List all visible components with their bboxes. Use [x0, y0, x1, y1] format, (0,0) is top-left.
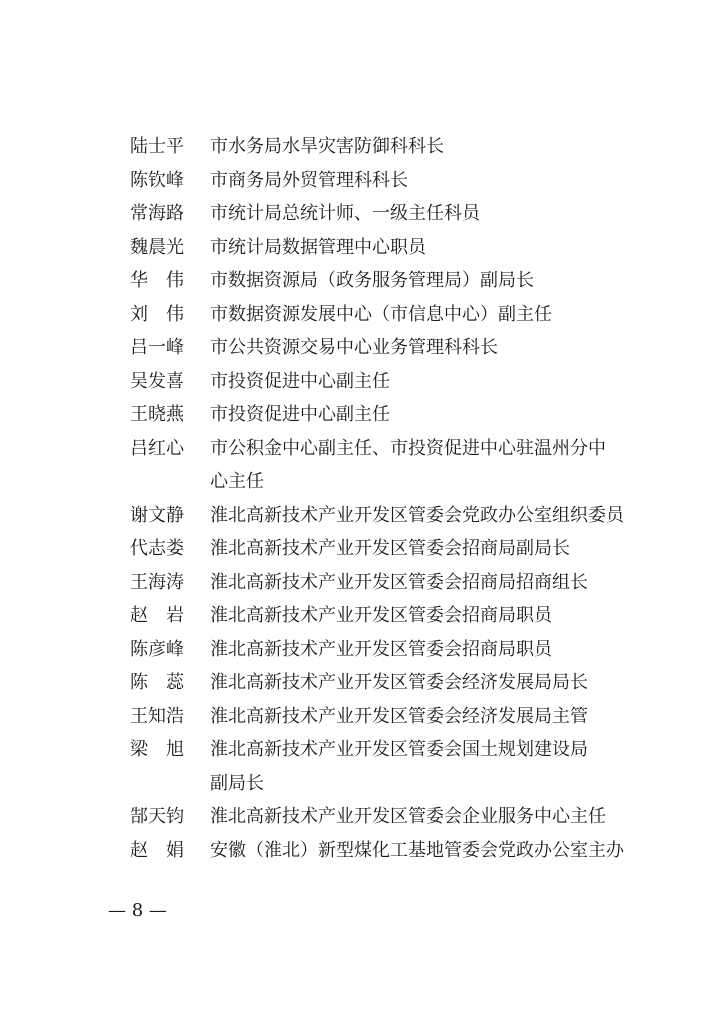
- person-name: 陆士平: [130, 136, 184, 157]
- person-title: 市投资促进中心副主任: [210, 404, 390, 425]
- list-item: [130, 499, 630, 533]
- list-item: [130, 700, 630, 734]
- person-title: 市数据资源发展中心（市信息中心）副主任: [210, 303, 552, 325]
- list-item: [130, 834, 630, 868]
- list-item: [130, 197, 630, 231]
- list-item: [130, 298, 630, 332]
- person-title: 市商务局外贸管理科科长: [210, 169, 408, 191]
- person-title: 淮北高新技术产业开发区管委会企业服务中心主任: [210, 806, 606, 827]
- person-title: 市统计局总统计师、一级主任科员: [210, 203, 480, 224]
- person-name: 王海涛: [130, 571, 184, 593]
- person-name: 王晓燕: [130, 404, 184, 425]
- person-name: 郜天钧: [130, 806, 184, 827]
- list-item: [130, 331, 630, 365]
- person-name: 常海路: [130, 203, 184, 224]
- person-title: 市公共资源交易中心业务管理科科长: [210, 337, 498, 358]
- person-title: 市水务局水旱灾害防御科科长: [210, 136, 444, 157]
- person-title: 市数据资源局（政务服务管理局）副局长: [210, 270, 534, 291]
- person-name: 代志娄: [130, 538, 184, 559]
- person-title: 安徽（淮北）新型煤化工基地管委会党政办公室主办: [210, 839, 624, 861]
- person-name: 陈钦峰: [130, 169, 184, 191]
- list-item: [130, 532, 630, 566]
- person-title: 淮北高新技术产业开发区管委会经济发展局主管: [210, 705, 588, 727]
- person-title: 淮北高新技术产业开发区管委会党政办公室组织委员: [210, 504, 624, 526]
- person-name: 吕一峰: [130, 337, 184, 358]
- person-name: 陈彦峰: [130, 638, 184, 660]
- person-name: 赵 娟: [130, 839, 184, 861]
- list-item: [130, 633, 630, 667]
- person-title: 淮北高新技术产业开发区管委会招商局职员: [210, 605, 552, 626]
- person-title: 淮北高新技术产业开发区管委会招商局职员: [210, 638, 552, 660]
- person-title: 市公积金中心副主任、市投资促进中心驻温州分中 心主任: [210, 437, 606, 492]
- person-name: 吕红心: [130, 437, 184, 459]
- person-name: 吴发喜: [130, 370, 184, 392]
- person-name: 华 伟: [130, 270, 184, 291]
- person-name: 王知浩: [130, 705, 184, 727]
- person-name: 刘 伟: [130, 303, 184, 325]
- person-title: 市投资促进中心副主任: [210, 370, 390, 392]
- person-title: 淮北高新技术产业开发区管委会招商局招商组长: [210, 571, 588, 593]
- person-title: 淮北高新技术产业开发区管委会经济发展局局长: [210, 672, 588, 693]
- person-title: 市统计局数据管理中心职员: [210, 236, 426, 258]
- list-item: [130, 800, 630, 834]
- page-number: — 8 —: [108, 900, 167, 921]
- list-item: [130, 432, 630, 499]
- person-title: 淮北高新技术产业开发区管委会招商局副局长: [210, 538, 570, 559]
- list-item: [130, 398, 630, 432]
- list-item: [130, 264, 630, 298]
- list-item: [130, 599, 630, 633]
- person-name: 陈 蕊: [130, 672, 184, 693]
- list-item: [130, 666, 630, 700]
- person-name: 谢文静: [130, 504, 184, 526]
- person-title: 淮北高新技术产业开发区管委会国土规划建设局 副局长: [210, 739, 588, 794]
- list-item: [130, 164, 630, 198]
- list-item: [130, 566, 630, 600]
- person-name: 梁 旭: [130, 739, 184, 760]
- list-item: [130, 365, 630, 399]
- person-name: 魏晨光: [130, 236, 184, 258]
- person-name: 赵 岩: [130, 605, 184, 626]
- list-item: [130, 231, 630, 265]
- personnel-list: [130, 130, 630, 867]
- list-item: [130, 130, 630, 164]
- list-item: [130, 733, 630, 800]
